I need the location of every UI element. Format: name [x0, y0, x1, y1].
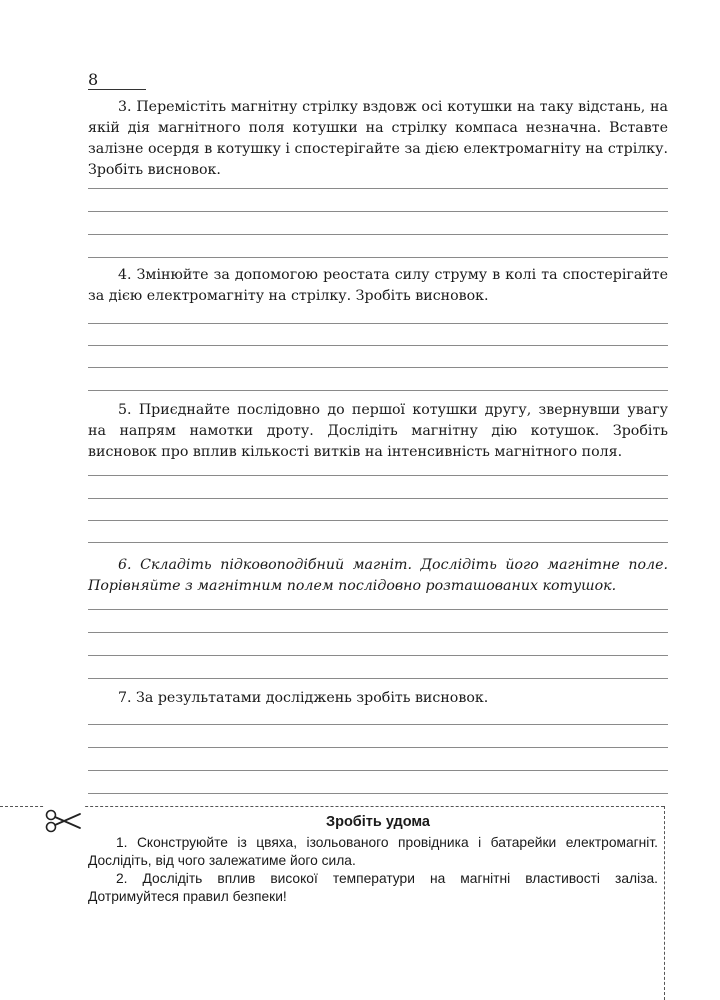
cut-line-vertical: [664, 806, 665, 1000]
answer-line[interactable]: [88, 655, 668, 656]
answer-line[interactable]: [88, 367, 668, 368]
homework-title: Зробіть удома: [326, 814, 430, 830]
answer-line[interactable]: [88, 609, 668, 610]
answer-line[interactable]: [88, 770, 668, 771]
task-6-text: 6. Складіть підковоподібний магніт. Дослідіть його магнітне поле. Порівняйте з магнітним полем послідовно розташованих котушок.: [88, 557, 668, 594]
scissors-icon: [44, 806, 84, 836]
task-3-text: 3. Перемістіть магнітну стрілку вздовж осі котушки на таку відстань, на якій дія магнітного поля котушки на стрілку компаса незначна. Вставте залізне осердя в котушку і спостерігайте за дією електромагніту на стрілку. Зробіть висновок.: [88, 99, 668, 178]
task-4-text: 4. Змінюйте за допомогою реостата силу струму в колі та спостерігайте за дією електромагніту на стрілку. Зробіть висновок.: [88, 267, 668, 304]
answer-line[interactable]: [88, 390, 668, 391]
answer-line[interactable]: [88, 234, 668, 235]
answer-line[interactable]: [88, 724, 668, 725]
page-number-rule: [88, 89, 146, 90]
answer-line[interactable]: [88, 542, 668, 543]
homework-item-2: 2. Дослідіть вплив високої температури на магнітні властивості заліза. Дотримуйтеся правил безпеки!: [88, 871, 658, 904]
homework-item-1: 1. Сконструюйте із цвяха, ізольованого провідника і батарейки електромагніт. Дослідіть, від чого залежатиме його сила.: [88, 835, 658, 868]
task-5-text: 5. Приєднайте послідовно до першої котушки другу, звернувши увагу на напрям намотки дроту. Дослідіть магнітну дію котушок. Зробіть висновок про вплив кількості витків на інтенсивність магнітного поля.: [88, 402, 668, 460]
answer-line[interactable]: [88, 345, 668, 346]
answer-line[interactable]: [88, 498, 668, 499]
answer-line[interactable]: [88, 678, 668, 679]
answer-line[interactable]: [88, 793, 668, 794]
answer-line[interactable]: [88, 188, 668, 189]
answer-line[interactable]: [88, 747, 668, 748]
page-number: 8: [88, 70, 99, 89]
answer-line[interactable]: [88, 632, 668, 633]
answer-line[interactable]: [88, 257, 668, 258]
task-7-text: 7. За результатами досліджень зробіть висновок.: [118, 690, 489, 706]
answer-line[interactable]: [88, 475, 668, 476]
answer-line[interactable]: [88, 323, 668, 324]
answer-line[interactable]: [88, 520, 668, 521]
answer-line[interactable]: [88, 211, 668, 212]
cut-line: [0, 806, 664, 807]
